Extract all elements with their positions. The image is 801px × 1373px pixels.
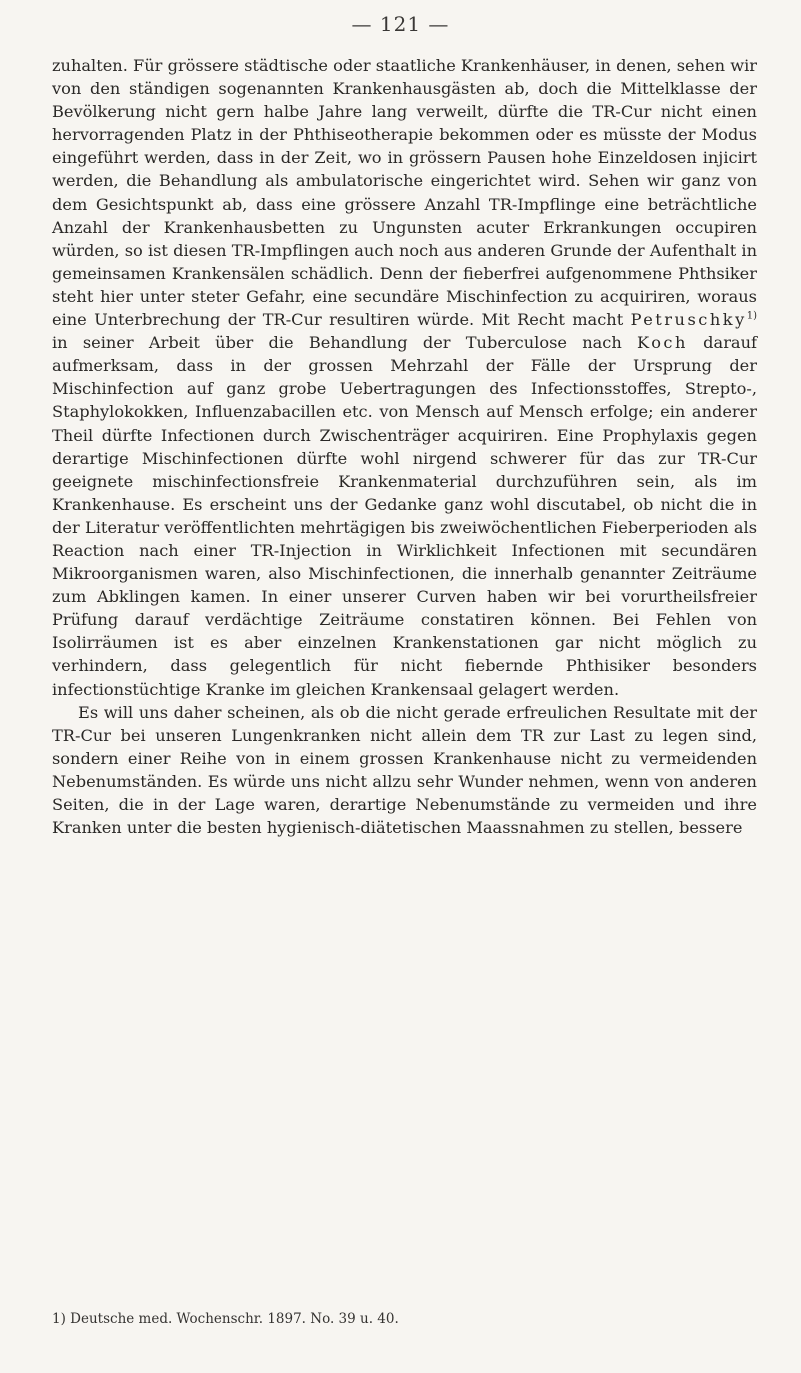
paragraph-1-part-2: in seiner Arbeit über die Behandlung der Tuberculose nach [52, 333, 622, 353]
paragraph-1-part-3: darauf aufmerksam, dass in der grossen Mehrzahl der Fälle der Ursprung der Mischinfection auf ganz grobe Uebertragungen des Infectionsstoffes, Strepto-, Staphylokokken, Influenzabacillen etc. von Mensch auf Mensch erfolge; ein anderer Theil dürfte Infectionen durch Zwischenträger acquiriren. Eine Prophylaxis gegen derartige Mischinfectionen dürfte wohl nirgend schwerer für das zur TR-Cur geeignete mischinfectionsfreie Krankenmaterial durchzuführen sein, als im Krankenhause. Es erscheint uns der Gedanke ganz wohl discutabel, ob nicht die in der Literatur veröffentlichten mehrtägigen bis zweiwöchentlichen Fieberperioden als Reaction nach einer TR-Injection in Wirklichkeit Infectionen mit secundären Mikroorganismen waren, also Mischinfectionen, die innerhalb genannter Zeiträume zum Abklingen kamen. In einer unserer Curven haben wir bei vorurtheilsfreier Prüfung darauf verdächtige Zeiträume constatiren können. Bei Fehlen von Isolirräumen ist es aber einzelnen Krankenstationen gar nicht möglich zu verhindern, dass gelegentlich für nicht fiebernde Phthisiker besonders infectionstüchtige Kranke im gleichen Krankensaal gelagert werden. [52, 333, 757, 699]
page-number: — 121 — [351, 12, 450, 36]
paragraph-1 [52, 54, 757, 701]
paragraph-2: Es will uns daher scheinen, als ob die nicht gerade erfreulichen Resultate mit der TR-Cur bei unseren Lungenkranken nicht allein dem TR zur Last zu legen sind, sondern einer Reihe von in einem grossen Krankenhause nicht zu vermeidenden Nebenumständen. Es würde uns nicht allzu sehr Wunder nehmen, wenn von anderen Seiten, die in der Lage waren, derartige Nebenumstände zu vermeiden und ihre Kranken unter die besten hygienisch-diätetischen Maassnahmen zu stellen, bessere [52, 702, 757, 838]
author-name-petruschky: Petruschky [630, 310, 747, 330]
footnote: 1) Deutsche med. Wochenschr. 1897. No. 39 u. 40. [52, 1311, 399, 1327]
author-name-koch: Koch [637, 333, 688, 353]
footnote-reference: 1) [746, 310, 757, 322]
body-text [52, 54, 757, 839]
paragraph-1-part-1: zuhalten. Für grössere städtische oder staatliche Krankenhäuser, in denen, sehen wir von den ständigen sogenannten Krankenhausgästen ab, doch die Mittelklasse der Bevölkerung nicht gern halbe Jahre lang verweilt, dürfte die TR-Cur nicht einen hervorragenden Platz in der Phthiseotherapie bekommen oder es müsste der Modus eingeführt werden, dass in der Zeit, wo in grössern Pausen hohe Einzeldosen injicirt werden, die Behandlung als ambulatorische eingerichtet wird. Sehen wir ganz von dem Gesichtspunkt ab, dass eine grössere Anzahl TR-Impflinge eine beträchtliche Anzahl der Krankenhausbetten zu Ungunsten acuter Erkrankungen occupiren würden, so ist diesen TR-Impflingen auch noch aus anderen Grunde der Aufenthalt in gemeinsamen Krankensälen schädlich. Denn der fieberfrei aufgenommene Phthsiker steht hier unter steter Gefahr, eine secundäre Mischinfection zu acquiriren, woraus eine Unterbrechung der TR-Cur resultiren würde. Mit Recht macht [52, 56, 757, 330]
